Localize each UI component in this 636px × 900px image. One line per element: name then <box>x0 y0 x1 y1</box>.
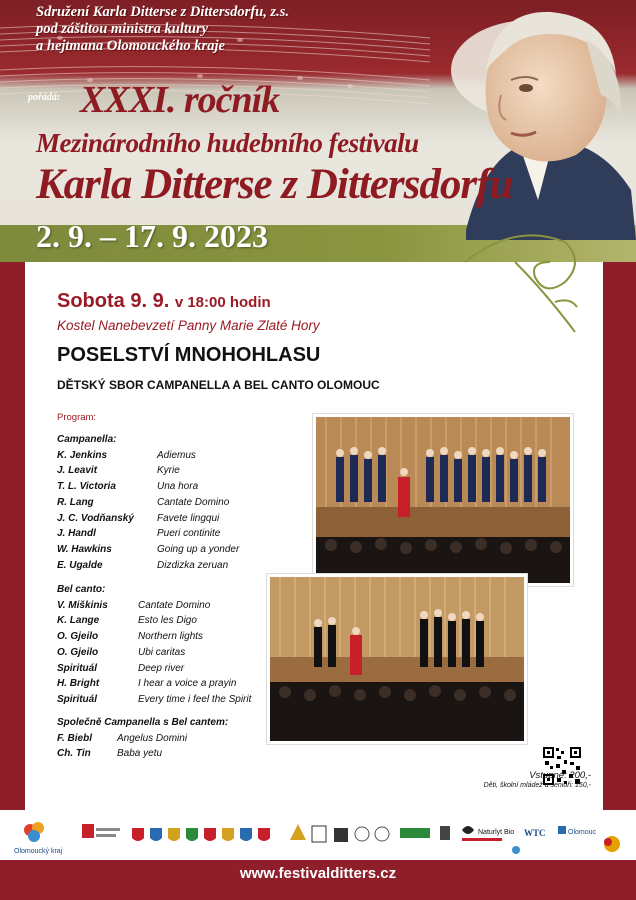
work: Every time i feel the Spirit <box>138 693 252 705</box>
composer: R. Lang <box>57 496 94 508</box>
program-row <box>57 645 251 661</box>
program-group-bel-canto <box>57 582 251 708</box>
work: Dizdizka zeruan <box>157 559 229 571</box>
program-row <box>57 526 239 542</box>
composer: J. Leavit <box>57 465 98 477</box>
organizer-block <box>36 4 376 55</box>
concert-venue: Kostel Nanebevzetí Panny Marie Zlaté Hory <box>57 318 320 333</box>
program-group-campanella <box>57 432 239 573</box>
municipal-coats-of-arms <box>132 828 270 841</box>
composer: O. Gjeilo <box>57 646 99 658</box>
partner-logo-strip <box>0 810 636 860</box>
work: Going up a yonder <box>157 543 240 555</box>
ornament-icon <box>455 202 585 352</box>
olomouc-logo <box>558 826 620 852</box>
composer: F. Biebl <box>57 732 93 744</box>
program-row <box>57 692 251 708</box>
edition-title: XXXI. ročník <box>80 79 280 121</box>
program-row <box>57 448 239 464</box>
composer: T. L. Victoria <box>57 481 116 493</box>
olomoucky-kraj-logo <box>14 822 63 855</box>
concert-panel <box>25 262 603 810</box>
performers: DĚTSKÝ SBOR CAMPANELLA A BEL CANTO OLOMOUC <box>57 378 380 392</box>
work: Angelus Domini <box>117 732 188 744</box>
work: Baba yetu <box>117 748 163 760</box>
festival-website-link[interactable]: www.festivalditters.cz <box>239 865 397 882</box>
work: I hear a voice a prayin <box>138 678 237 690</box>
composer: W. Hawkins <box>57 543 112 555</box>
ticket-info <box>484 770 591 789</box>
program-row <box>57 495 239 511</box>
program-group-title: Campanella: <box>57 434 117 445</box>
organizer-line: Sdružení Karla Ditterse z Dittersdorfu, z.s. <box>36 4 289 20</box>
partner-logos <box>0 810 636 860</box>
program-group-title: Společně Campanella s Bel cantem: <box>57 717 229 728</box>
wtc-logo <box>512 828 546 854</box>
composer: O. Gjeilo <box>57 631 99 643</box>
svg-text:WTC: WTC <box>524 828 546 838</box>
festival-subtitle: Mezinárodního hudebního festivalu <box>36 128 419 158</box>
organizer-line: pod záštitou ministra kultury <box>36 21 209 37</box>
work: Pueri continite <box>157 528 221 540</box>
concert-date-time <box>57 290 271 313</box>
organizer-line: a hejtmana Olomouckého kraje <box>36 38 225 54</box>
composer: Ch. Tin <box>57 748 91 760</box>
work: Favete lingqui <box>157 512 220 524</box>
naturlyt-bio-logo <box>462 826 514 836</box>
composer: E. Ugalde <box>57 559 103 571</box>
work: Una hora <box>157 481 199 493</box>
ministry-logo <box>82 824 120 838</box>
partner-text: Olomoucký kraj <box>14 848 63 855</box>
work: Cantate Domino <box>157 496 230 508</box>
composer: H. Bright <box>57 678 100 690</box>
festival-dates: 2. 9. – 17. 9. 2023 <box>36 218 268 254</box>
choir-photo-image <box>270 577 524 741</box>
program-row <box>57 558 239 574</box>
composer: J. Handl <box>57 528 96 540</box>
work: Northern lights <box>138 631 204 643</box>
presents-label: pořádá: <box>28 92 61 103</box>
concert-title: POSELSTVÍ MNOHOHLASU <box>57 344 321 366</box>
program-row <box>57 613 251 629</box>
partner-text: Olomouc <box>568 829 597 836</box>
program-row <box>57 479 239 495</box>
ticket-price: Vstupné: 200,- <box>529 770 591 781</box>
program-row <box>57 463 239 479</box>
partner-text: Naturlyt Bio <box>478 829 515 836</box>
ticket-discount: Děti, školní mládež a senioři: 150,- <box>483 782 591 789</box>
work: Cantate Domino <box>138 599 211 611</box>
choir-photo-campanella <box>313 414 573 586</box>
concert-day: Sobota 9. 9. <box>57 290 170 312</box>
program-label: Program: <box>57 412 97 423</box>
program-row <box>57 661 251 677</box>
program-row <box>57 598 251 614</box>
work: Ubi caritas <box>138 646 186 658</box>
program-row <box>57 511 239 527</box>
concert-time: v 18:00 hodin <box>174 294 271 311</box>
choir-photo-bel-canto <box>267 574 527 744</box>
composer: Spirituál <box>57 693 98 705</box>
composer: J. C. Vodňanský <box>57 512 134 524</box>
program-row <box>57 676 251 692</box>
festival-name: Karla Ditterse z Dittersdorfu <box>36 161 513 208</box>
program-row <box>57 542 239 558</box>
program-group-title: Bel canto: <box>57 584 106 595</box>
composer: K. Jenkins <box>57 449 108 461</box>
composer: Spirituál <box>57 662 98 674</box>
program-row <box>57 629 251 645</box>
composer: V. Miškinis <box>57 599 108 611</box>
work: Deep river <box>138 662 185 674</box>
choir-photo-image <box>316 417 570 583</box>
work: Kyrie <box>157 465 180 477</box>
program-group-together <box>57 715 228 762</box>
work: Esto les Digo <box>138 615 197 627</box>
program-row <box>57 731 228 747</box>
work: Adiemus <box>157 449 196 461</box>
composer: K. Lange <box>57 615 100 627</box>
program-row <box>57 746 228 762</box>
